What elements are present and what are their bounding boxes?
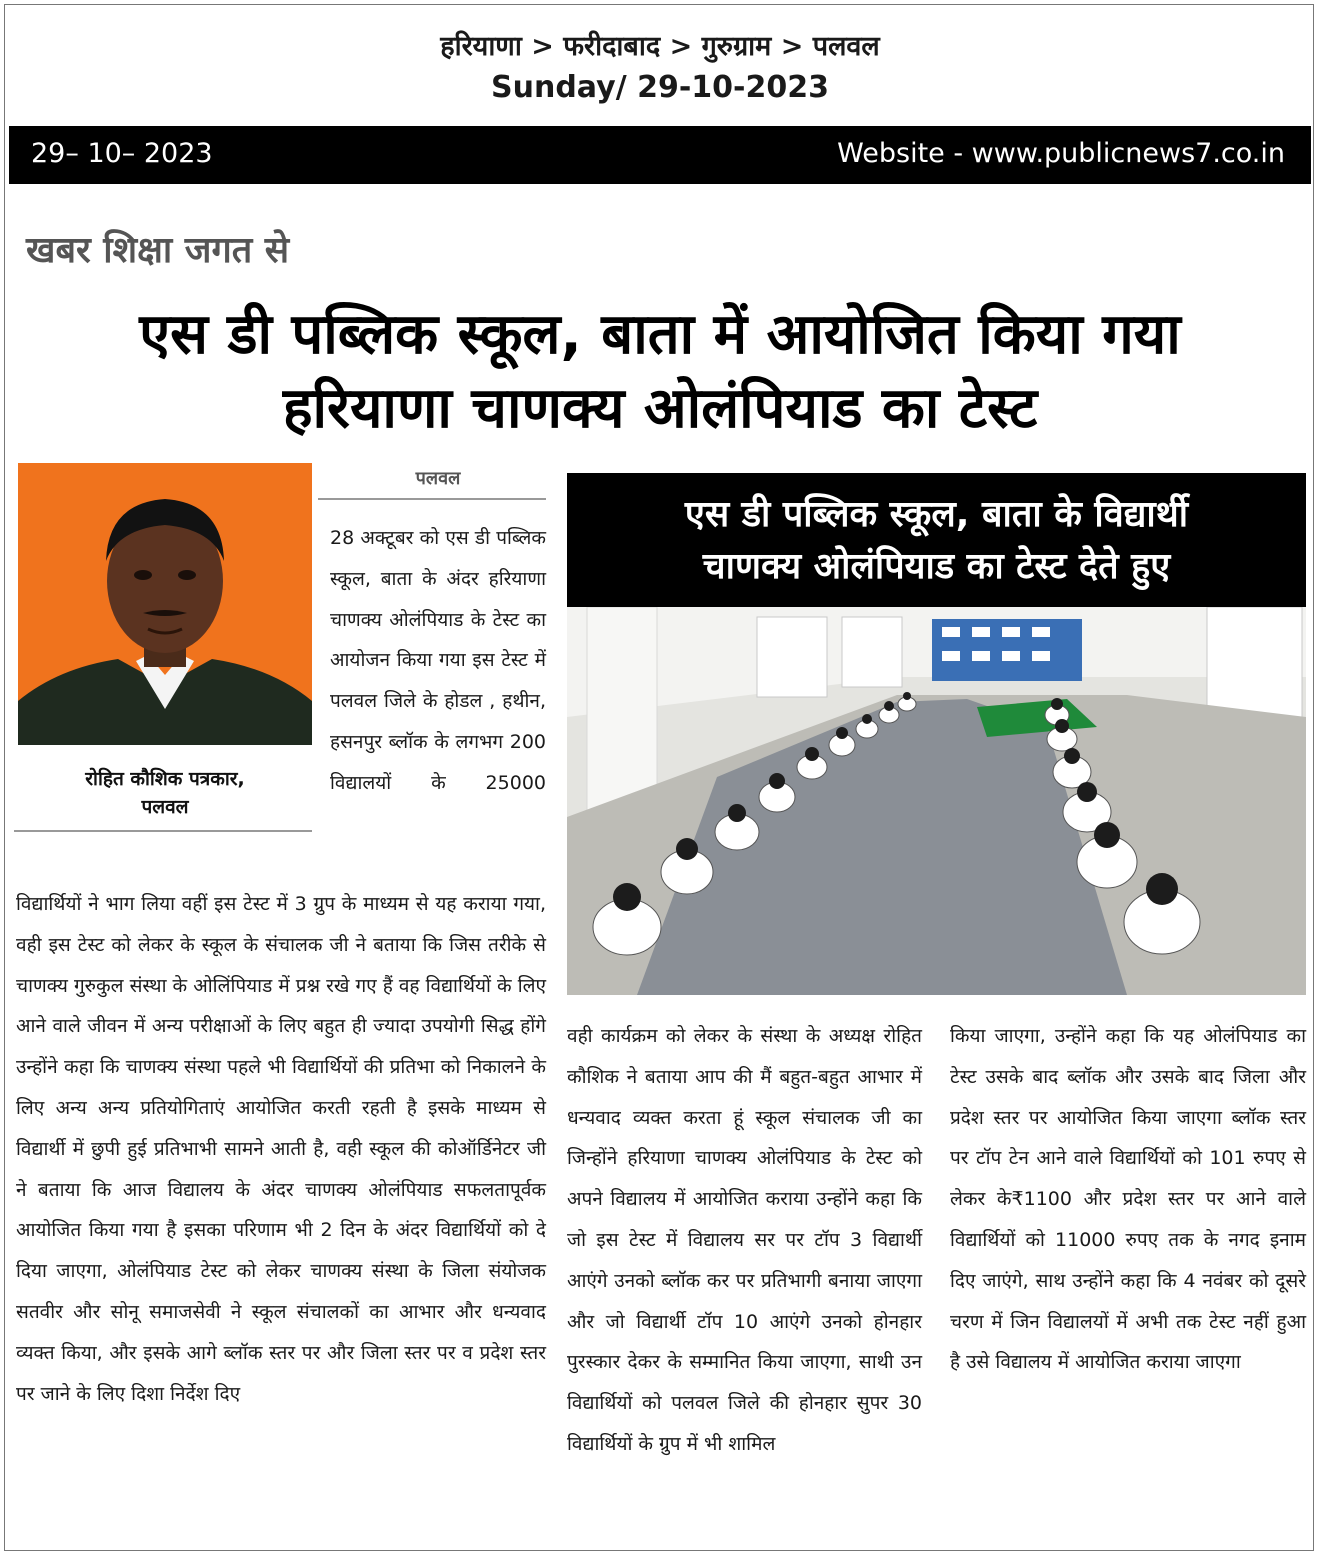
dateline-location: पलवल [415,468,461,489]
article-column-2: वही कार्यक्रम को लेकर के संस्था के अध्यक्ष रोहित कौशिक ने बताया आप की मैं बहुत-बहुत आभार में धन्यवाद व्यक्त करता हूं स्कूल संचालक जी का जिन्होंने हरियाणा चाणक्य ओलंपियाड के टेस्ट को अपने विद्यालय में आयोजित कराया उन्होंने कहा कि जो इस टेस्ट में विद्यालय सर पर टॉप 3 विद्यार्थी आएंगे उनको ब्लॉक कर पर प्रतिभागी बनाया जाएगा और जो विद्यार्थी टॉप 10 आएंगे उनको होनहार पुरस्कार देकर के सम्मानित किया जाएगा, साथी उन विद्यार्थियों को पलवल जिले की होनहार सुपर 30 विद्यार्थियों के ग्रुप में भी शामिल [567,1025,922,1455]
photo-caption-banner [567,473,1306,607]
students-exam-image [567,607,1306,995]
photo-caption-line-1: एस डी पब्लिक स्कूल, बाता के विद्यार्थी [684,494,1189,535]
reporter-caption-line-2: पलवल [141,796,189,818]
section-label: खबर शिक्षा जगत से [26,230,290,271]
website-link[interactable]: Website - www.publicnews7.co.in [837,138,1285,169]
reporter-portrait-image [18,463,312,745]
caption-divider [14,830,312,832]
breadcrumb: हरियाणा > फरीदाबाद > गुरुग्राम > पलवल [440,31,880,62]
article-column-3: किया जाएगा, उन्होंने कहा कि यह ओलंपियाड का टेस्ट उसके बाद ब्लॉक और उसके बाद जिला और प्रदेश स्तर पर आयोजित किया जाएगा ब्लॉक स्तर पर टॉप टेन आने वाले विद्यार्थियों को 101 रुपए से लेकर के₹1100 और प्रदेश स्तर पर आने वाले विद्यार्थियों को 11000 रुपए तक के नगद इनाम दिए जाएंगे, साथ उन्होंने कहा कि 4 नवंबर को दूसरे चरण में जिन विद्यालयों में अभी तक टेस्ट नहीं हुआ है उसे विद्यालय में आयोजित कराया जाएगा [950,1025,1306,1374]
top-bar-date: 29– 10– 2023 [31,138,213,169]
dateline: Sunday/ 29-10-2023 [491,70,829,105]
top-bar [9,126,1311,184]
location-divider [318,498,546,500]
headline-line-2: हरियाणा चाणक्य ओलंपियाड का टेस्ट [282,376,1038,441]
students-exam-photo [567,607,1306,995]
headline [0,298,1320,446]
article-column-1-bottom: विद्यार्थियों ने भाग लिया वहीं इस टेस्ट में 3 ग्रुप के माध्यम से यह कराया गया, वही इस टेस्ट को लेकर के स्कूल के संचालक जी ने बताया कि जिस तरीके से चाणक्य गुरुकुल संस्था के ओलिंपियाड में प्रश्न रखे गए हैं वह विद्यार्थियों के लिए आने वाले जीवन में अन्य परीक्षाओं के लिए बहुत ही ज्यादा उपयोगी सिद्ध होंगे उन्होंने कहा कि चाणक्य संस्था पहले भी विद्यार्थियों की प्रतिभा को निकालने के लिए अन्य अन्य प्रतियोगिताएं आयोजित करती रहती है इसके माध्यम से विद्यार्थी में छुपी हुई प्रतिभाभी सामने आती है, वही स्कूल की कोऑर्डिनेटर जी ने बताया कि आज विद्यालय के अंदर चाणक्य ओलंपियाड सफलतापूर्वक आयोजित किया गया है इसका परिणाम भी 2 दिन के अंदर विद्यार्थियों को दे दिया जाएगा, ओलंपियाड टेस्ट को लेकर चाणक्य संस्था के जिला संयोजक सतवीर और सोनू समाजसेवी ने स्कूल संचालकों का आभार और धन्यवाद व्यक्त किया, और इसके आगे ब्लॉक स्तर पर और जिला स्तर पर व प्रदेश स्तर पर जाने के लिए दिशा निर्देश दिए [16,893,546,1405]
reporter-caption [18,765,312,821]
reporter-photo [18,463,312,745]
article-column-1-top: 28 अक्टूबर को एस डी पब्लिक स्कूल, बाता के अंदर हरियाणा चाणक्य ओलंपियाड के टेस्ट का आयोजन किया गया इस टेस्ट में पलवल जिले के होडल , हथीन, हसनपुर ब्लॉक के लगभग 200 विद्यालयों के 25000 [330,527,546,794]
headline-line-1: एस डी पब्लिक स्कूल, बाता में आयोजित किया गया [139,302,1181,367]
photo-caption-line-2: चाणक्य ओलंपियाड का टेस्ट देते हुए [702,546,1171,587]
reporter-caption-line-1: रोहित कौशिक पत्रकार, [85,768,245,790]
